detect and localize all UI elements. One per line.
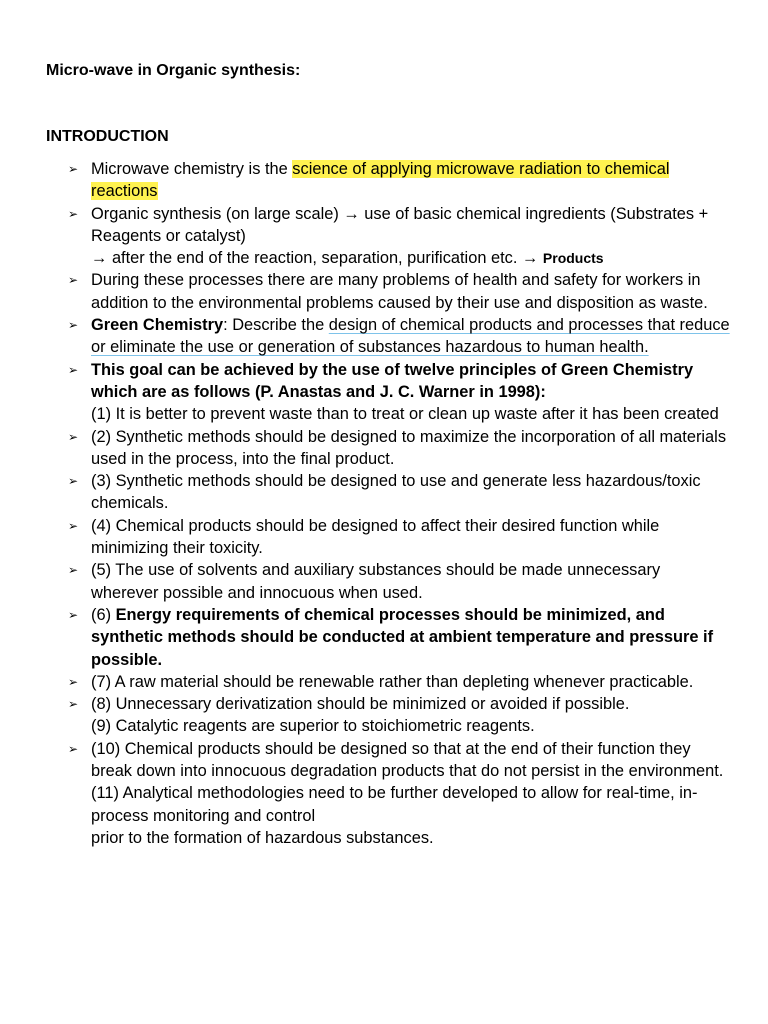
bullet-item-11 (91, 671, 731, 693)
item-text: : Describe the (223, 316, 329, 335)
bullet-item-6 (91, 426, 731, 471)
bullet-item-13 (91, 738, 731, 849)
principle-8: ➢ (8) Unnecessary derivatization should be minimized or avoided if possible. (91, 695, 630, 714)
principle-11: (11) Analytical methodologies need to be further developed to allow for real-time, in-process monitoring and control (91, 784, 698, 825)
principle-5: (5) The use of solvents and auxiliary substances should be made unnecessary wherever possible and innocuous when used. (91, 561, 661, 602)
principle-6-number: (6) (91, 605, 116, 624)
item-text: ➢ Organic synthesis (on large scale) → use of basic chemical ingredients (Substrates + Reagents or catalyst) (91, 204, 709, 245)
principles-intro: ➢ This goal can be achieved by the use of twelve principles of Green Chemistry which are as follows (P. Anastas and J. C. Warner in 1998): (91, 360, 694, 401)
products-label: Products (542, 250, 604, 267)
bullet-item-1 (91, 158, 731, 203)
item-subline-text: → after the end of the reaction, separation, purification etc. → (91, 249, 543, 268)
principle-10: ➢ (10) Chemical products should be designed so that at the end of their function they break down into innocuous degradation products that do not persist in the environment. (91, 739, 724, 781)
underlined-definition: design of chemical products and processes that reduce or eliminate the use or generation of substances hazardous to human health. (91, 316, 730, 357)
bullet-item-4 (91, 314, 731, 359)
item-text: Microwave chemistry is the (91, 160, 293, 178)
bullet-item-7 (91, 470, 731, 515)
bullet-item-5 (91, 359, 731, 426)
bullet-item-2 (91, 203, 731, 270)
highlighted-text: science of applying microwave radiation to chemical reactions (91, 160, 670, 201)
principle-9: (9) Catalytic reagents are superior to stoichiometric reagents. (91, 717, 535, 736)
bullet-item-9 (91, 559, 731, 604)
principle-11-continued: prior to the formation of hazardous substances. (91, 828, 434, 847)
principle-4: (4) Chemical products should be designed to affect their desired function while minimizing their toxicity. (91, 516, 660, 558)
item-subline (91, 247, 731, 269)
item-text: During these processes there are many problems of health and safety for workers in addition to the environmental problems caused by their use and disposition as waste. (91, 271, 708, 312)
section-heading: INTRODUCTION (46, 128, 169, 145)
principle-1: (1) It is better to prevent waste than to treat or clean up waste after it has been created (91, 405, 719, 424)
green-chemistry-term: Green Chemistry (91, 316, 224, 335)
principle-7: (7) A raw material should be renewable rather than depleting whenever practicable. (91, 672, 694, 691)
principle-6: Energy requirements of chemical processes should be minimized, and synthetic methods should be conducted at ambient temperature and pressure if possible. (91, 605, 714, 669)
bullet-list (91, 158, 731, 849)
bullet-item-8 (91, 515, 731, 560)
bullet-item-10 (91, 604, 731, 671)
principle-3: (3) Synthetic methods should be designed to use and generate less hazardous/toxic chemicals. (91, 472, 701, 513)
bullet-item-12 (91, 693, 731, 738)
document-title: Micro-wave in Organic synthesis: (46, 62, 301, 79)
bullet-item-3 (91, 269, 731, 314)
principle-2: (2) Synthetic methods should be designed to maximize the incorporation of all materials used in the process, into the final product. (91, 427, 727, 468)
